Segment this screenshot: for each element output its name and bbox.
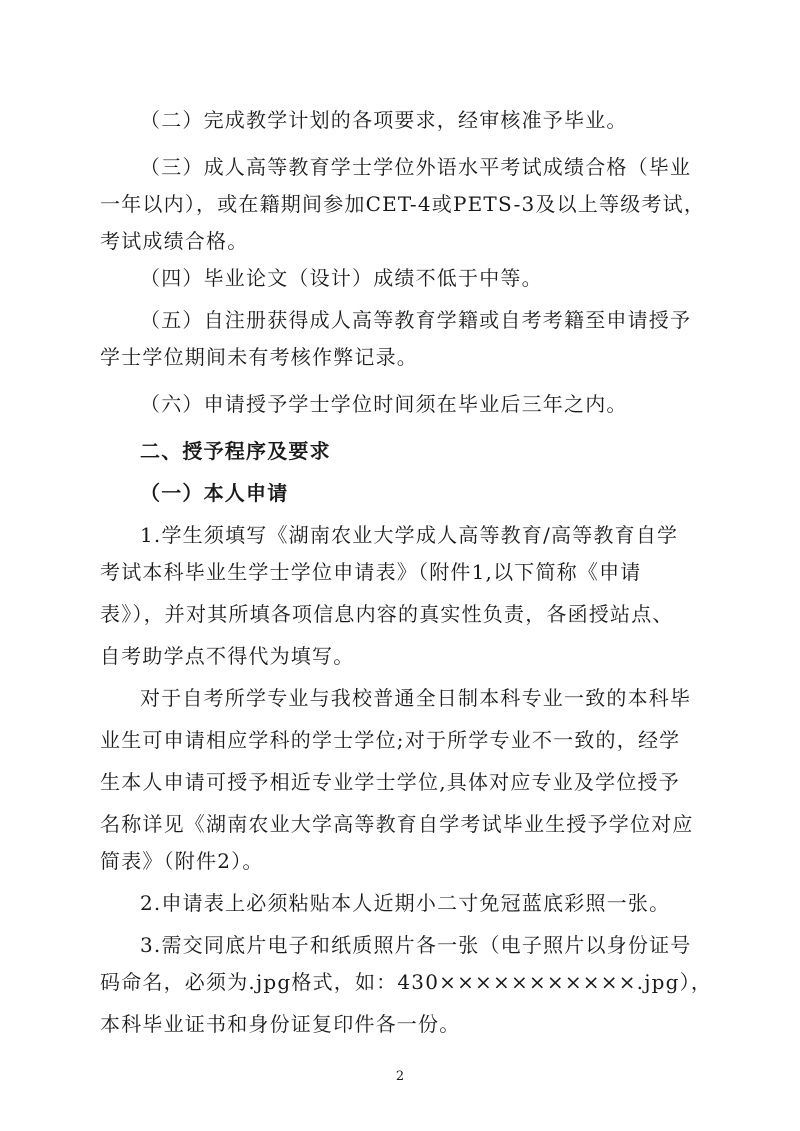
- item-3-text-end: 本科毕业证书和身份证复印件各一份。: [100, 1012, 461, 1036]
- clause-2-text: （二）完成教学计划的各项要求，经审核准予毕业。: [140, 108, 628, 132]
- paragraph-text-cont-2: 生本人申请可授予相近专业学士学位,具体对应专业及学位授予: [100, 770, 680, 794]
- clause-3-text-cont: 一年以内），或在籍期间参加CET-4或PETS-3及以上等级考试，: [100, 192, 706, 216]
- section-heading: 二、授予程序及要求: [140, 439, 331, 463]
- paragraph-text: 对于自考所学专业与我校普通全日制本科专业一致的本科毕: [140, 686, 692, 710]
- paragraph-text-cont-1: 业生可申请相应学科的学士学位;对于所学专业不一致的，经学: [100, 728, 681, 752]
- clause-5-text: （五）自注册获得成人高等教育学籍或自考考籍至申请授予: [140, 308, 692, 332]
- clause-6-text: （六）申请授予学士学位时间须在毕业后三年之内。: [140, 392, 628, 416]
- clause-3-text-end: 考试成绩合格。: [100, 229, 249, 253]
- item-3-text: 3.需交同底片电子和纸质照片各一张（电子照片以身份证号: [140, 933, 692, 957]
- item-1-text-end: 自考助学点不得代为填写。: [100, 644, 355, 668]
- page-number: 2: [395, 1069, 405, 1084]
- clause-5-text-end: 学士学位期间未有考核作弊记录。: [100, 345, 418, 369]
- item-1-text: 1.学生须填写《湖南农业大学成人高等教育/高等教育自学: [140, 523, 679, 547]
- item-3-text-cont: 码命名，必须为.jpg格式，如：430×××××××××××.jpg），: [100, 970, 713, 994]
- paragraph-text-cont-3: 名称详见《湖南农业大学高等教育自学考试毕业生授予学位对应: [100, 812, 694, 836]
- clause-3-text: （三）成人高等教育学士学位外语水平考试成绩合格（毕业: [140, 155, 692, 179]
- item-1-text-cont-1: 考试本科毕业生学士学位申请表》（附件1,以下简称《申请: [100, 560, 642, 584]
- subsection-heading: （一）本人申请: [140, 481, 289, 505]
- item-1-text-cont-2: 表》），并对其所填各项信息内容的真实性负责，各函授站点、: [100, 602, 674, 626]
- item-2-text: 2.申请表上必须粘贴本人近期小二寸免冠蓝底彩照一张。: [140, 891, 671, 915]
- paragraph-text-end: 简表》（附件2）。: [100, 849, 264, 873]
- clause-4-text: （四）毕业论文（设计）成绩不低于中等。: [140, 266, 543, 290]
